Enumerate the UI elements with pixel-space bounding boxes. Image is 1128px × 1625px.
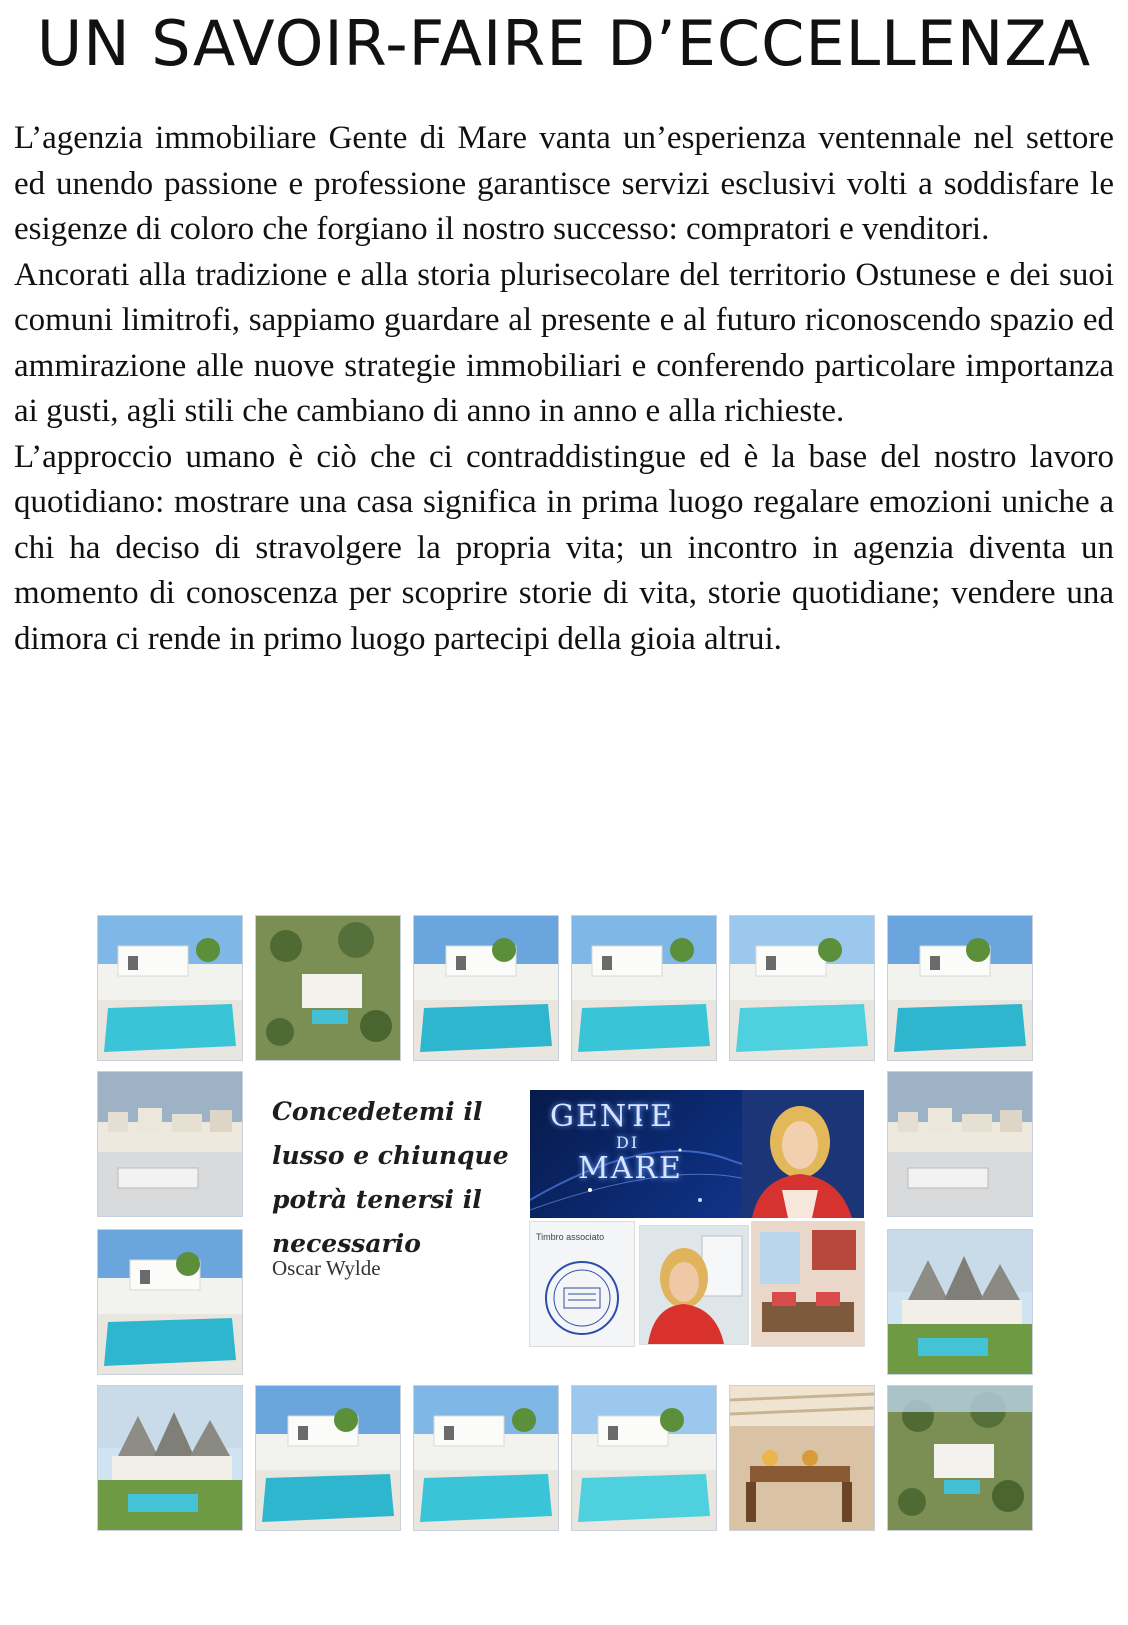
brand-line-3: MARE [578,1151,683,1186]
white-villa-photo [98,1230,242,1374]
brand-line-2: DI [616,1133,640,1152]
stamp-label: Timbro associato [536,1232,605,1242]
paragraph-tradition: Ancorati alla tradizione e alla storia plurisecolare del territorio Ostunese e dei suoi comuni limitrofi, sappiamo guardare al presente e al futuro riconoscendo spazio ed ammirazione alle nuove strategie immobiliari e conferendo particolare importanza ai gusti, agli stili che cambiano di anno in anno e alla richieste. [14,256,1114,429]
trulli-pool-photo [888,916,1032,1060]
brand-line-1: GENTE [550,1099,675,1134]
masseria-lawn-photo [98,1386,242,1530]
terrace-photo [98,1072,242,1216]
stamp-card [530,1222,634,1346]
brand-banner [530,1090,864,1218]
quote-author: Oscar Wylde [272,1256,381,1280]
aerial-trulli-photo [888,1386,1032,1530]
garden-pool-photo [730,916,874,1060]
brand-logo [550,1100,683,1186]
paragraph-experience: L’agenzia immobiliare Gente di Mare vanta un’esperienza ventennale nel settore ed unendo passione e professione garantisce servizi esclusivi volti a soddisfare le esigenze di coloro che forgiano il nostro successo: compratori e venditori. [14,120,1114,247]
agency-interior-photo [752,1222,864,1346]
town-view-photo [888,1072,1032,1216]
agent-portrait-photo [640,1226,748,1344]
stone-house-photo [572,1386,716,1530]
modern-pool-photo [572,916,716,1060]
trulli-garden-photo [888,1230,1032,1374]
page-title: UN SAVOIR-FAIRE D’ECCELLENZA [36,7,1092,80]
villa-pool-photo [98,916,242,1060]
olive-pool-photo [256,1386,400,1530]
paragraph-approach: L’approccio umano è ciò che ci contraddistingue ed è la base del nostro lavoro quotidiano: mostrare una casa significa in prima luogo regalare emozioni uniche a chi ha deciso di stravolgere la propria vita; un incontro in agenzia diventa un momento di conoscenza per scoprire storie di vita, storie quotidiane; vendere una dimora ci rende in primo luogo partecipi della gioia altrui. [14,438,1114,657]
courtyard-dining-photo [730,1386,874,1530]
aerial-villa-photo [256,916,400,1060]
quote-text: Concedetemi il lusso e chiunque potrà tenersi il necessario [272,1097,509,1258]
wine-pool-photo [414,916,558,1060]
sunset-pool-photo [414,1386,558,1530]
intro-text [14,116,1114,662]
stamp-icon [530,1222,634,1346]
